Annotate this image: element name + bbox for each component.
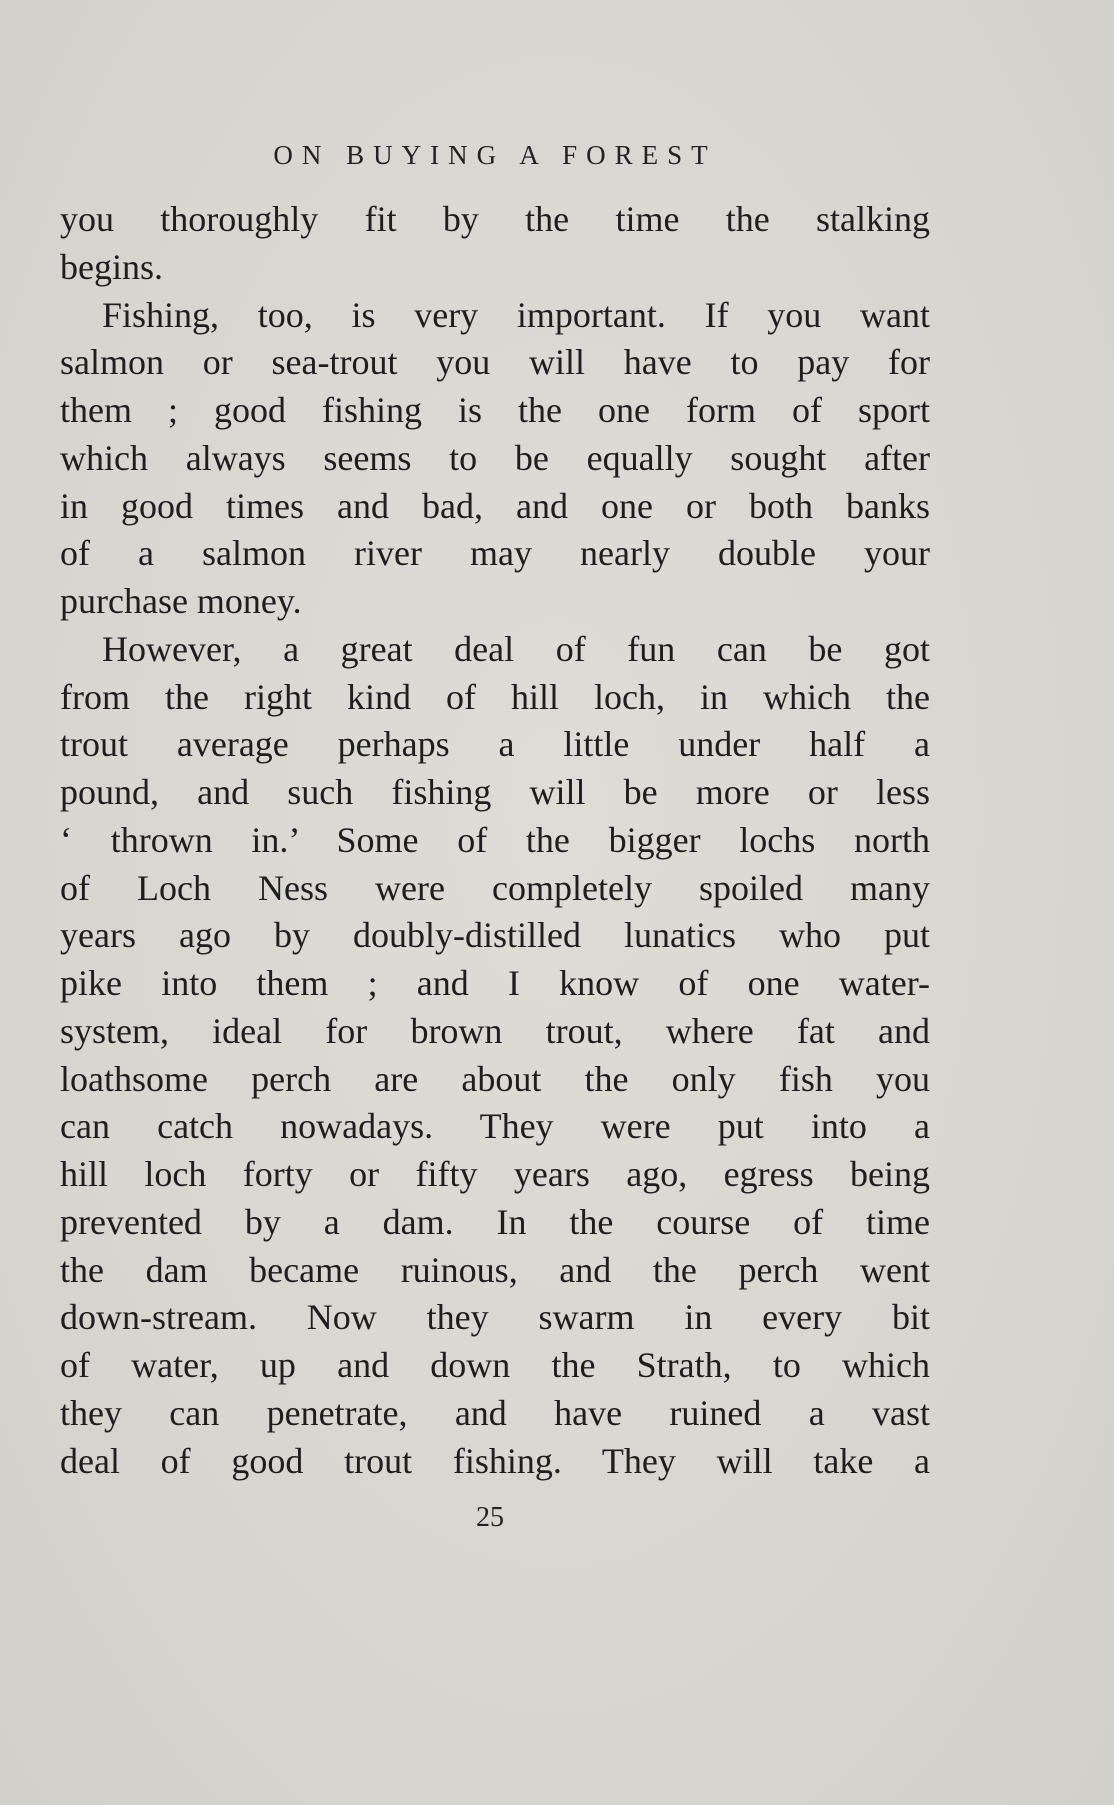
text-line: can catch nowadays. They were put into a (60, 1106, 930, 1147)
text-line: hill loch forty or fifty years ago, egress being (60, 1154, 930, 1194)
text-line: Fishing, too, is very important. If you want (102, 294, 930, 335)
text-line: trout average perhaps a little under half a (60, 724, 930, 765)
text-line: salmon or sea-trout you will have to pay for (60, 342, 930, 383)
text-line: of Loch Ness were completely spoiled many (60, 867, 930, 908)
text-line: begins. (60, 246, 163, 287)
text-line: the dam became ruinous, and the perch went (60, 1249, 930, 1290)
text-line: ‘ thrown in.’ Some of the bigger lochs north (60, 819, 930, 860)
text-line: from the right kind of hill loch, in which the (60, 676, 930, 717)
text-line: loathsome perch are about the only fish you (60, 1058, 930, 1099)
text-line: pike into them ; and I know of one water- (60, 963, 930, 1003)
running-head: ON BUYING A FOREST (273, 140, 717, 170)
text-line: of a salmon river may nearly double your (60, 533, 930, 574)
page-number: 25 (476, 1502, 504, 1533)
text-line: years ago by doubly-distilled lunatics who put (60, 915, 930, 956)
text-line: down-stream. Now they swarm in every bit (60, 1297, 930, 1338)
text-line: which always seems to be equally sought after (60, 437, 930, 478)
text-line: system, ideal for brown trout, where fat and (60, 1010, 930, 1051)
text-line: However, a great deal of fun can be got (102, 628, 930, 669)
body-text (60, 196, 930, 1485)
text-line: you thoroughly fit by the time the stalking (60, 199, 930, 239)
text-line: deal of good trout fishing. They will take a (60, 1440, 930, 1481)
text-line: they can penetrate, and have ruined a vast (60, 1392, 930, 1433)
text-line: in good times and bad, and one or both banks (60, 485, 930, 526)
text-line: purchase money. (60, 581, 302, 621)
text-line: pound, and such fishing will be more or less (60, 772, 930, 812)
text-line: of water, up and down the Strath, to which (60, 1345, 930, 1385)
text-line: prevented by a dam. In the course of time (60, 1201, 930, 1242)
text-line: them ; good fishing is the one form of sport (60, 390, 930, 430)
